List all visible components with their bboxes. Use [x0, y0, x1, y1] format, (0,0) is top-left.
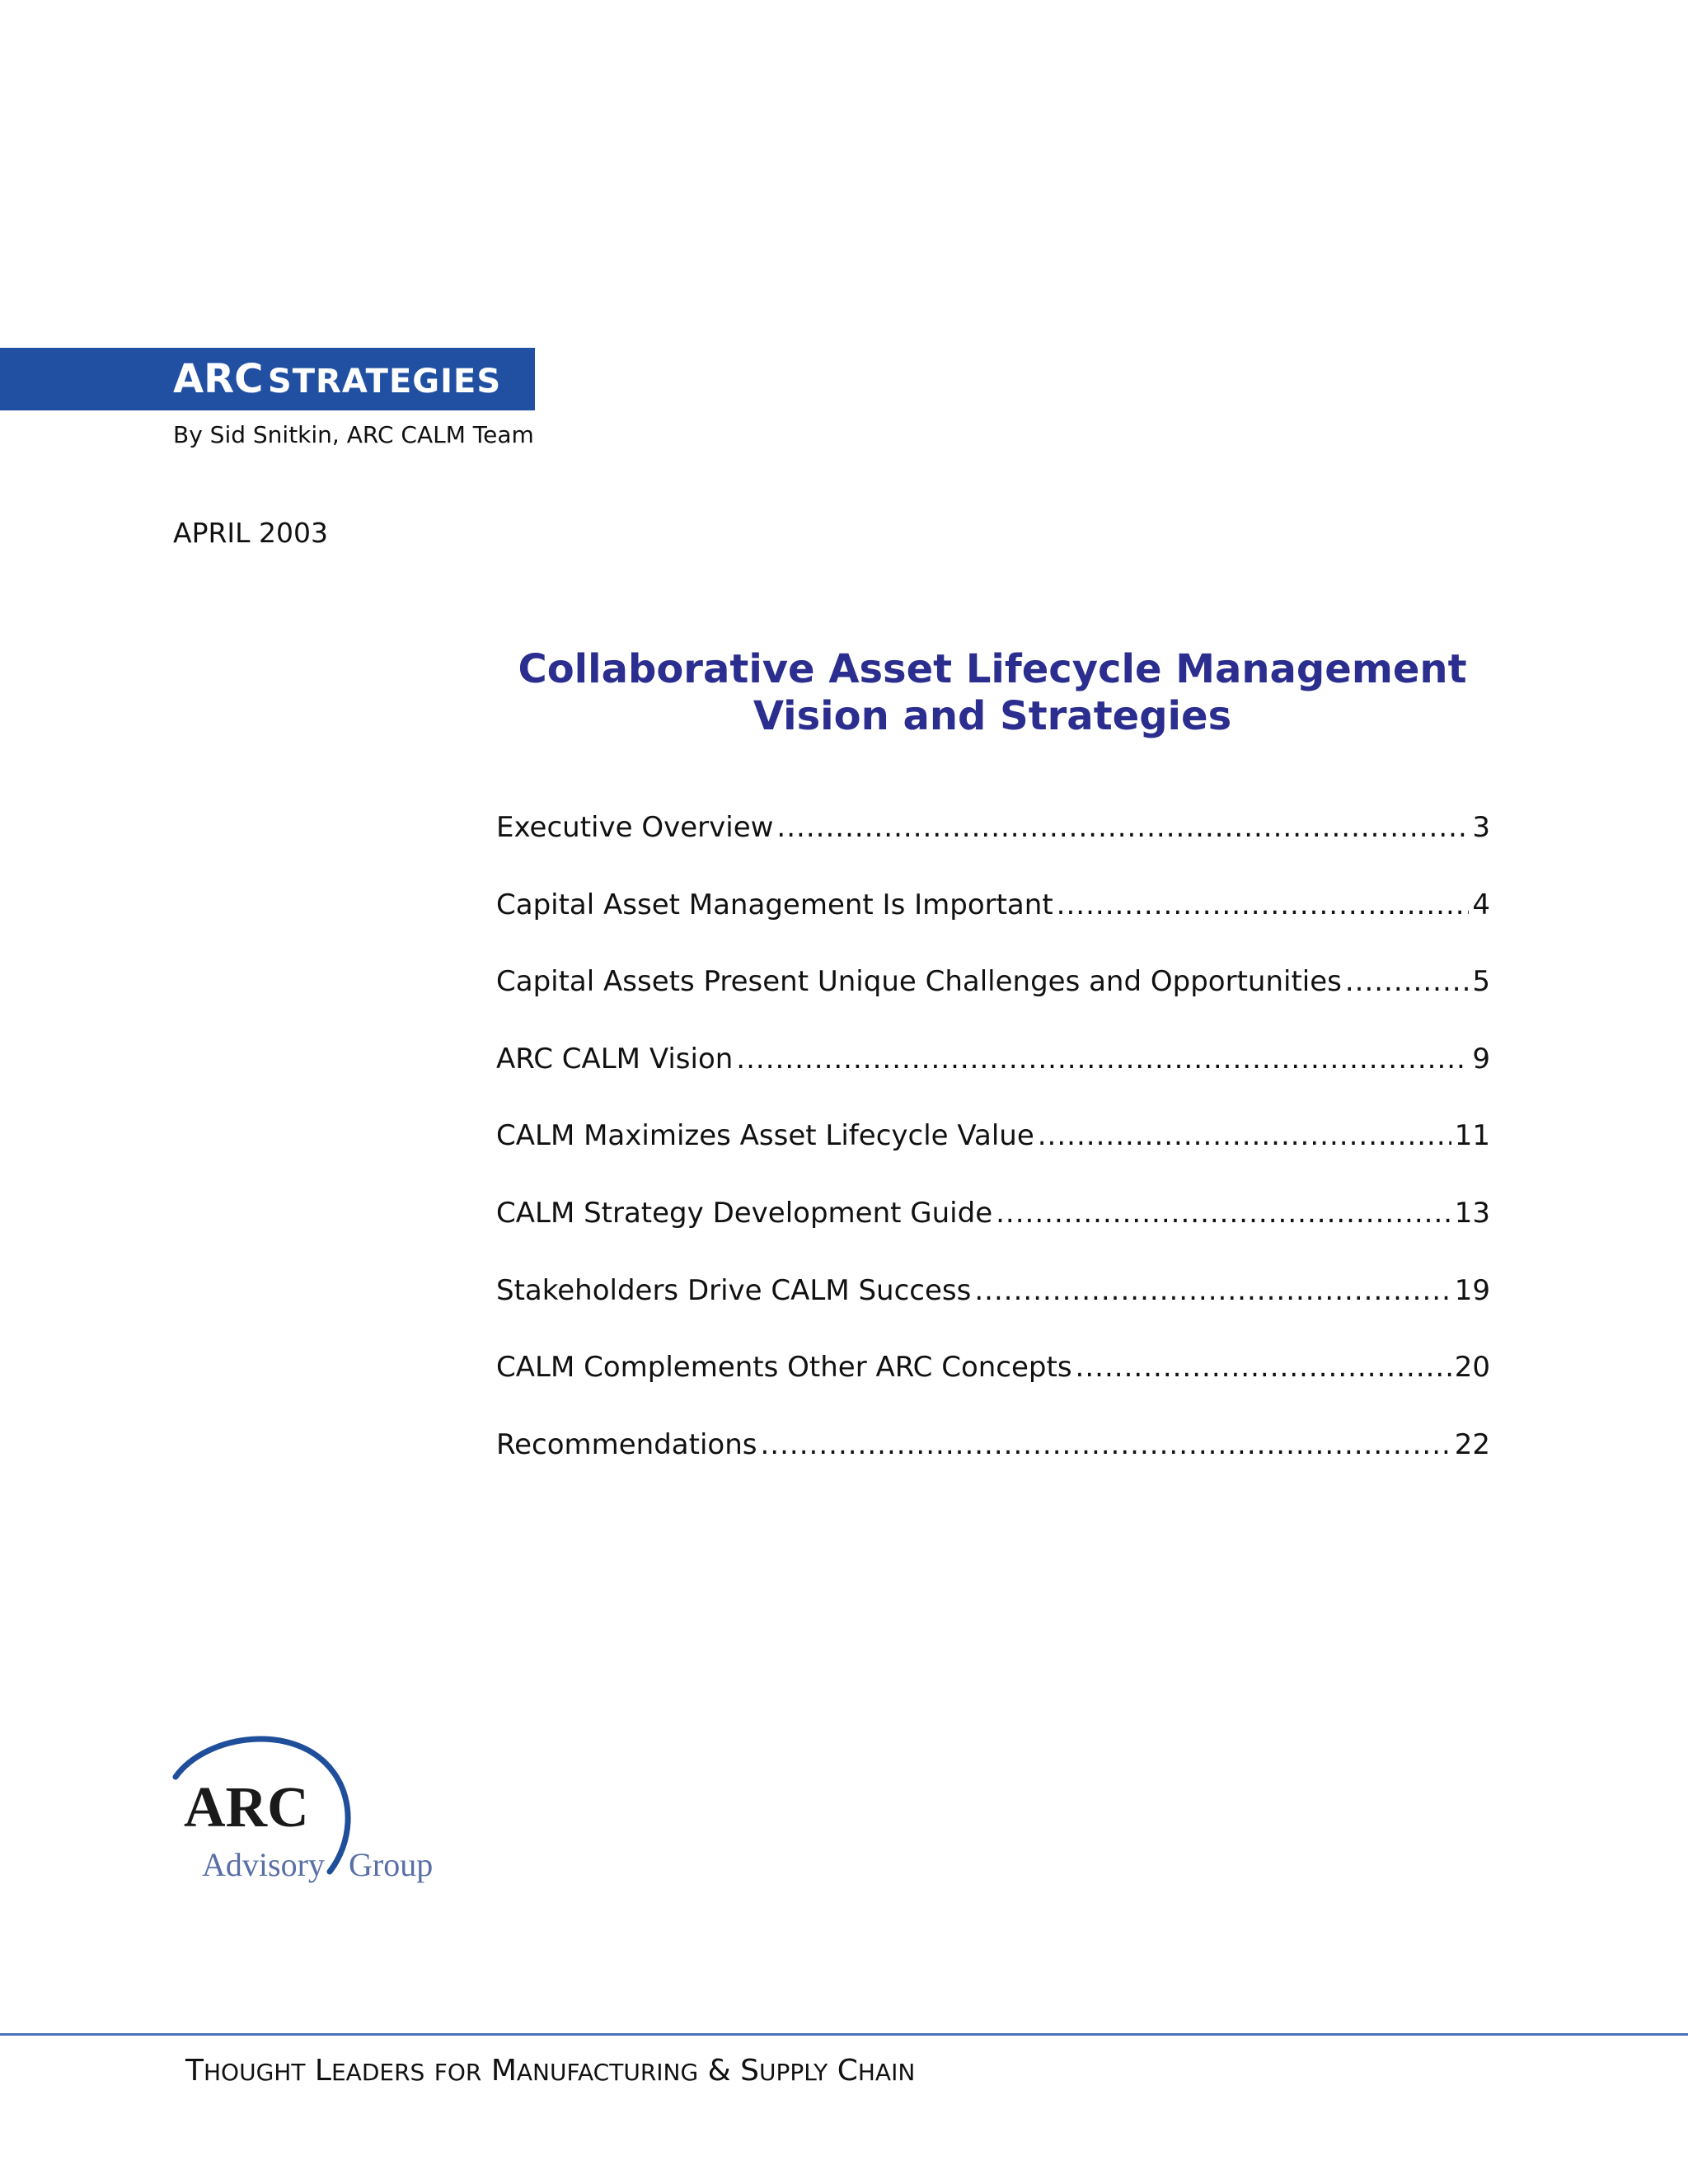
- toc-leader-dots: [996, 1193, 1451, 1233]
- toc-entry-page: 19: [1454, 1273, 1490, 1307]
- logo-advisory-text: Advisory: [202, 1846, 325, 1883]
- toc-entry-label: CALM Maximizes Asset Lifecycle Value: [496, 1119, 1034, 1153]
- toc-leader-dots: [736, 1039, 1469, 1079]
- toc-entry-label: Recommendations: [496, 1427, 757, 1461]
- author-byline: By Sid Snitkin, ARC CALM Team: [173, 421, 534, 448]
- toc-entry: [496, 1116, 1490, 1193]
- arc-strategies-banner: [0, 348, 535, 410]
- table-of-contents: [496, 808, 1490, 1502]
- toc-entry: [496, 1425, 1490, 1502]
- toc-entry-page: 20: [1454, 1351, 1490, 1385]
- footer-word-cap: M: [490, 2054, 517, 2088]
- toc-entry-page: 5: [1472, 965, 1490, 999]
- footer-word-rest: EADERS: [331, 2059, 425, 2086]
- toc-entry: [496, 1039, 1490, 1117]
- toc-leader-dots: [1076, 1347, 1451, 1387]
- document-title-line-2: Vision and Strategies: [753, 693, 1232, 739]
- toc-entry: [496, 1347, 1490, 1425]
- toc-entry-page: 11: [1454, 1119, 1490, 1153]
- toc-entry: [496, 808, 1490, 885]
- toc-entry-label: Capital Assets Present Unique Challenges and Opportunities: [496, 965, 1342, 999]
- toc-entry-label: Stakeholders Drive CALM Success: [496, 1273, 972, 1307]
- toc-entry-label: Capital Asset Management Is Important: [496, 888, 1053, 921]
- toc-entry-label: ARC CALM Vision: [496, 1042, 734, 1076]
- footer-word-cap: S: [740, 2054, 760, 2088]
- toc-leader-dots: [974, 1271, 1451, 1310]
- footer-word-rest: ANUFACTURING: [516, 2059, 699, 2086]
- toc-leader-dots: [1038, 1116, 1451, 1155]
- toc-entry: [496, 885, 1490, 963]
- publication-date: APRIL 2003: [173, 517, 328, 549]
- toc-leader-dots: [776, 808, 1469, 847]
- footer-word-cap: L: [314, 2054, 331, 2088]
- banner-brand-rest: STRATEGIES: [267, 363, 502, 401]
- toc-entry-page: 9: [1472, 1042, 1490, 1076]
- toc-entry: [496, 962, 1490, 1039]
- toc-entry-page: 22: [1454, 1427, 1490, 1461]
- toc-entry-label: Executive Overview: [496, 811, 774, 844]
- banner-title: [173, 348, 501, 410]
- footer-word-rest: HAIN: [857, 2059, 916, 2086]
- footer-word-rest: FOR: [434, 2059, 482, 2086]
- footer-word-rest: UPPLY: [759, 2059, 828, 2086]
- footer-word-rest: HOUGHT: [204, 2059, 306, 2086]
- arc-logo-graphic: [169, 1727, 449, 1900]
- banner-brand-bold: ARC: [173, 356, 264, 402]
- toc-entry: [496, 1193, 1490, 1271]
- arc-advisory-group-logo: [169, 1727, 449, 1900]
- toc-entry-page: 13: [1454, 1196, 1490, 1230]
- logo-arc-text: ARC: [184, 1776, 309, 1840]
- toc-leader-dots: [1057, 885, 1470, 925]
- toc-entry-page: 4: [1472, 888, 1490, 921]
- footer-word-cap: T: [185, 2054, 204, 2088]
- toc-entry-label: CALM Strategy Development Guide: [496, 1196, 993, 1230]
- footer-word-cap: C: [837, 2054, 858, 2088]
- logo-group-text: Group: [349, 1846, 434, 1883]
- footer-ampersand: &: [707, 2054, 731, 2088]
- footer-divider: [0, 2033, 1688, 2036]
- footer-tagline: [185, 2052, 915, 2092]
- document-title-line-1: Collaborative Asset Lifecycle Management: [518, 646, 1467, 692]
- toc-leader-dots: [1345, 962, 1469, 1001]
- toc-entry-label: CALM Complements Other ARC Concepts: [496, 1351, 1072, 1385]
- toc-leader-dots: [760, 1425, 1451, 1465]
- toc-entry-page: 3: [1472, 811, 1490, 844]
- toc-entry: [496, 1271, 1490, 1348]
